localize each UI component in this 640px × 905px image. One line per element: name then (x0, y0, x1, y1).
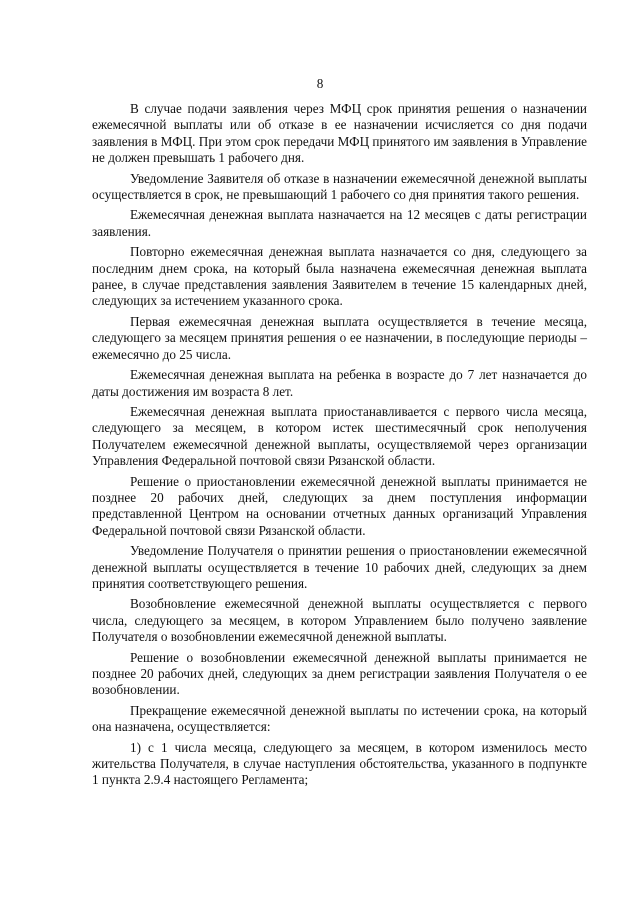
paragraph-resumption: Возобновление ежемесячной денежной выплаты осуществляется с первого числа, следующего за месяцем, в котором Управлением было получено заявление Получателя о возобновлении ежемесячной денежной выплаты. (92, 596, 587, 645)
document-body (92, 101, 587, 793)
paragraph-suspension-notification: Уведомление Получателя о принятии решения о приостановлении ежемесячной денежной выплаты осуществляется в течение 10 рабочих дней, следующих за днем принятия соответствующего решения. (92, 543, 587, 591)
paragraph-suspension-decision: Решение о приостановлении ежемесячной денежной выплаты принимается не позднее 20 рабочих дней, следующих за днем поступления информации представленной Центром на основании отчетных данных организаций Управления Федеральной почтовой связи Рязанской области. (92, 473, 587, 538)
paragraph-first-payment: Первая ежемесячная денежная выплата осуществляется в течение месяца, следующего за месяцем принятия решения о ее назначении, в последующие периоды – ежемесячно до 25 числа. (92, 313, 587, 362)
paragraph-repeat-assignment: Повторно ежемесячная денежная выплата назначается со дня, следующего за последним днем срока, на который была назначена ежемесячная денежная выплата ранее, в случае представления заявления Заявителем в течение 15 календарных дней, следующих за истечением указанного срока. (92, 244, 587, 309)
paragraph-termination-item-1: 1) с 1 числа месяца, следующего за месяцем, в котором изменилось место жительства Получателя, в случае наступления обстоятельства, указанного в подпункте 1 пункта 2.9.4 настоящего Регламента; (92, 739, 587, 788)
paragraph-suspension: Ежемесячная денежная выплата приостанавливается с первого числа месяца, следующего за месяцем, в котором истек шестимесячный срок неполучения Получателем ежемесячной денежной выплаты, осуществляемой через организации Управления Федеральной почтовой связи Рязанской области. (92, 403, 587, 469)
paragraph-payment-term: Ежемесячная денежная выплата назначается на 12 месяцев с даты регистрации заявления. (92, 207, 587, 239)
paragraph-termination: Прекращение ежемесячной денежной выплаты по истечении срока, на который она назначена, осуществляется: (92, 702, 587, 735)
paragraph-refusal-notification: Уведомление Заявителя об отказе в назначении ежемесячной денежной выплаты осуществляется в срок, не превышающий 1 рабочего со дня принятия такого решения. (92, 170, 587, 203)
paragraph-child-age-limit: Ежемесячная денежная выплата на ребенка в возрасте до 7 лет назначается до даты достижения им возраста 8 лет. (92, 367, 587, 399)
paragraph-mfc-application: В случае подачи заявления через МФЦ срок принятия решения о назначении ежемесячной выплаты или об отказе в ее назначении исчисляется со дня подачи заявления в МФЦ. При этом срок передачи МФЦ принятого им заявления в Управление не должен превышать 1 рабочего дня. (92, 101, 587, 166)
page-number: 8 (316, 76, 324, 91)
paragraph-resumption-decision: Решение о возобновлении ежемесячной денежной выплаты принимается не позднее 20 рабочих дней, следующих за днем регистрации заявления Получателя о ее возобновлении. (92, 649, 587, 698)
